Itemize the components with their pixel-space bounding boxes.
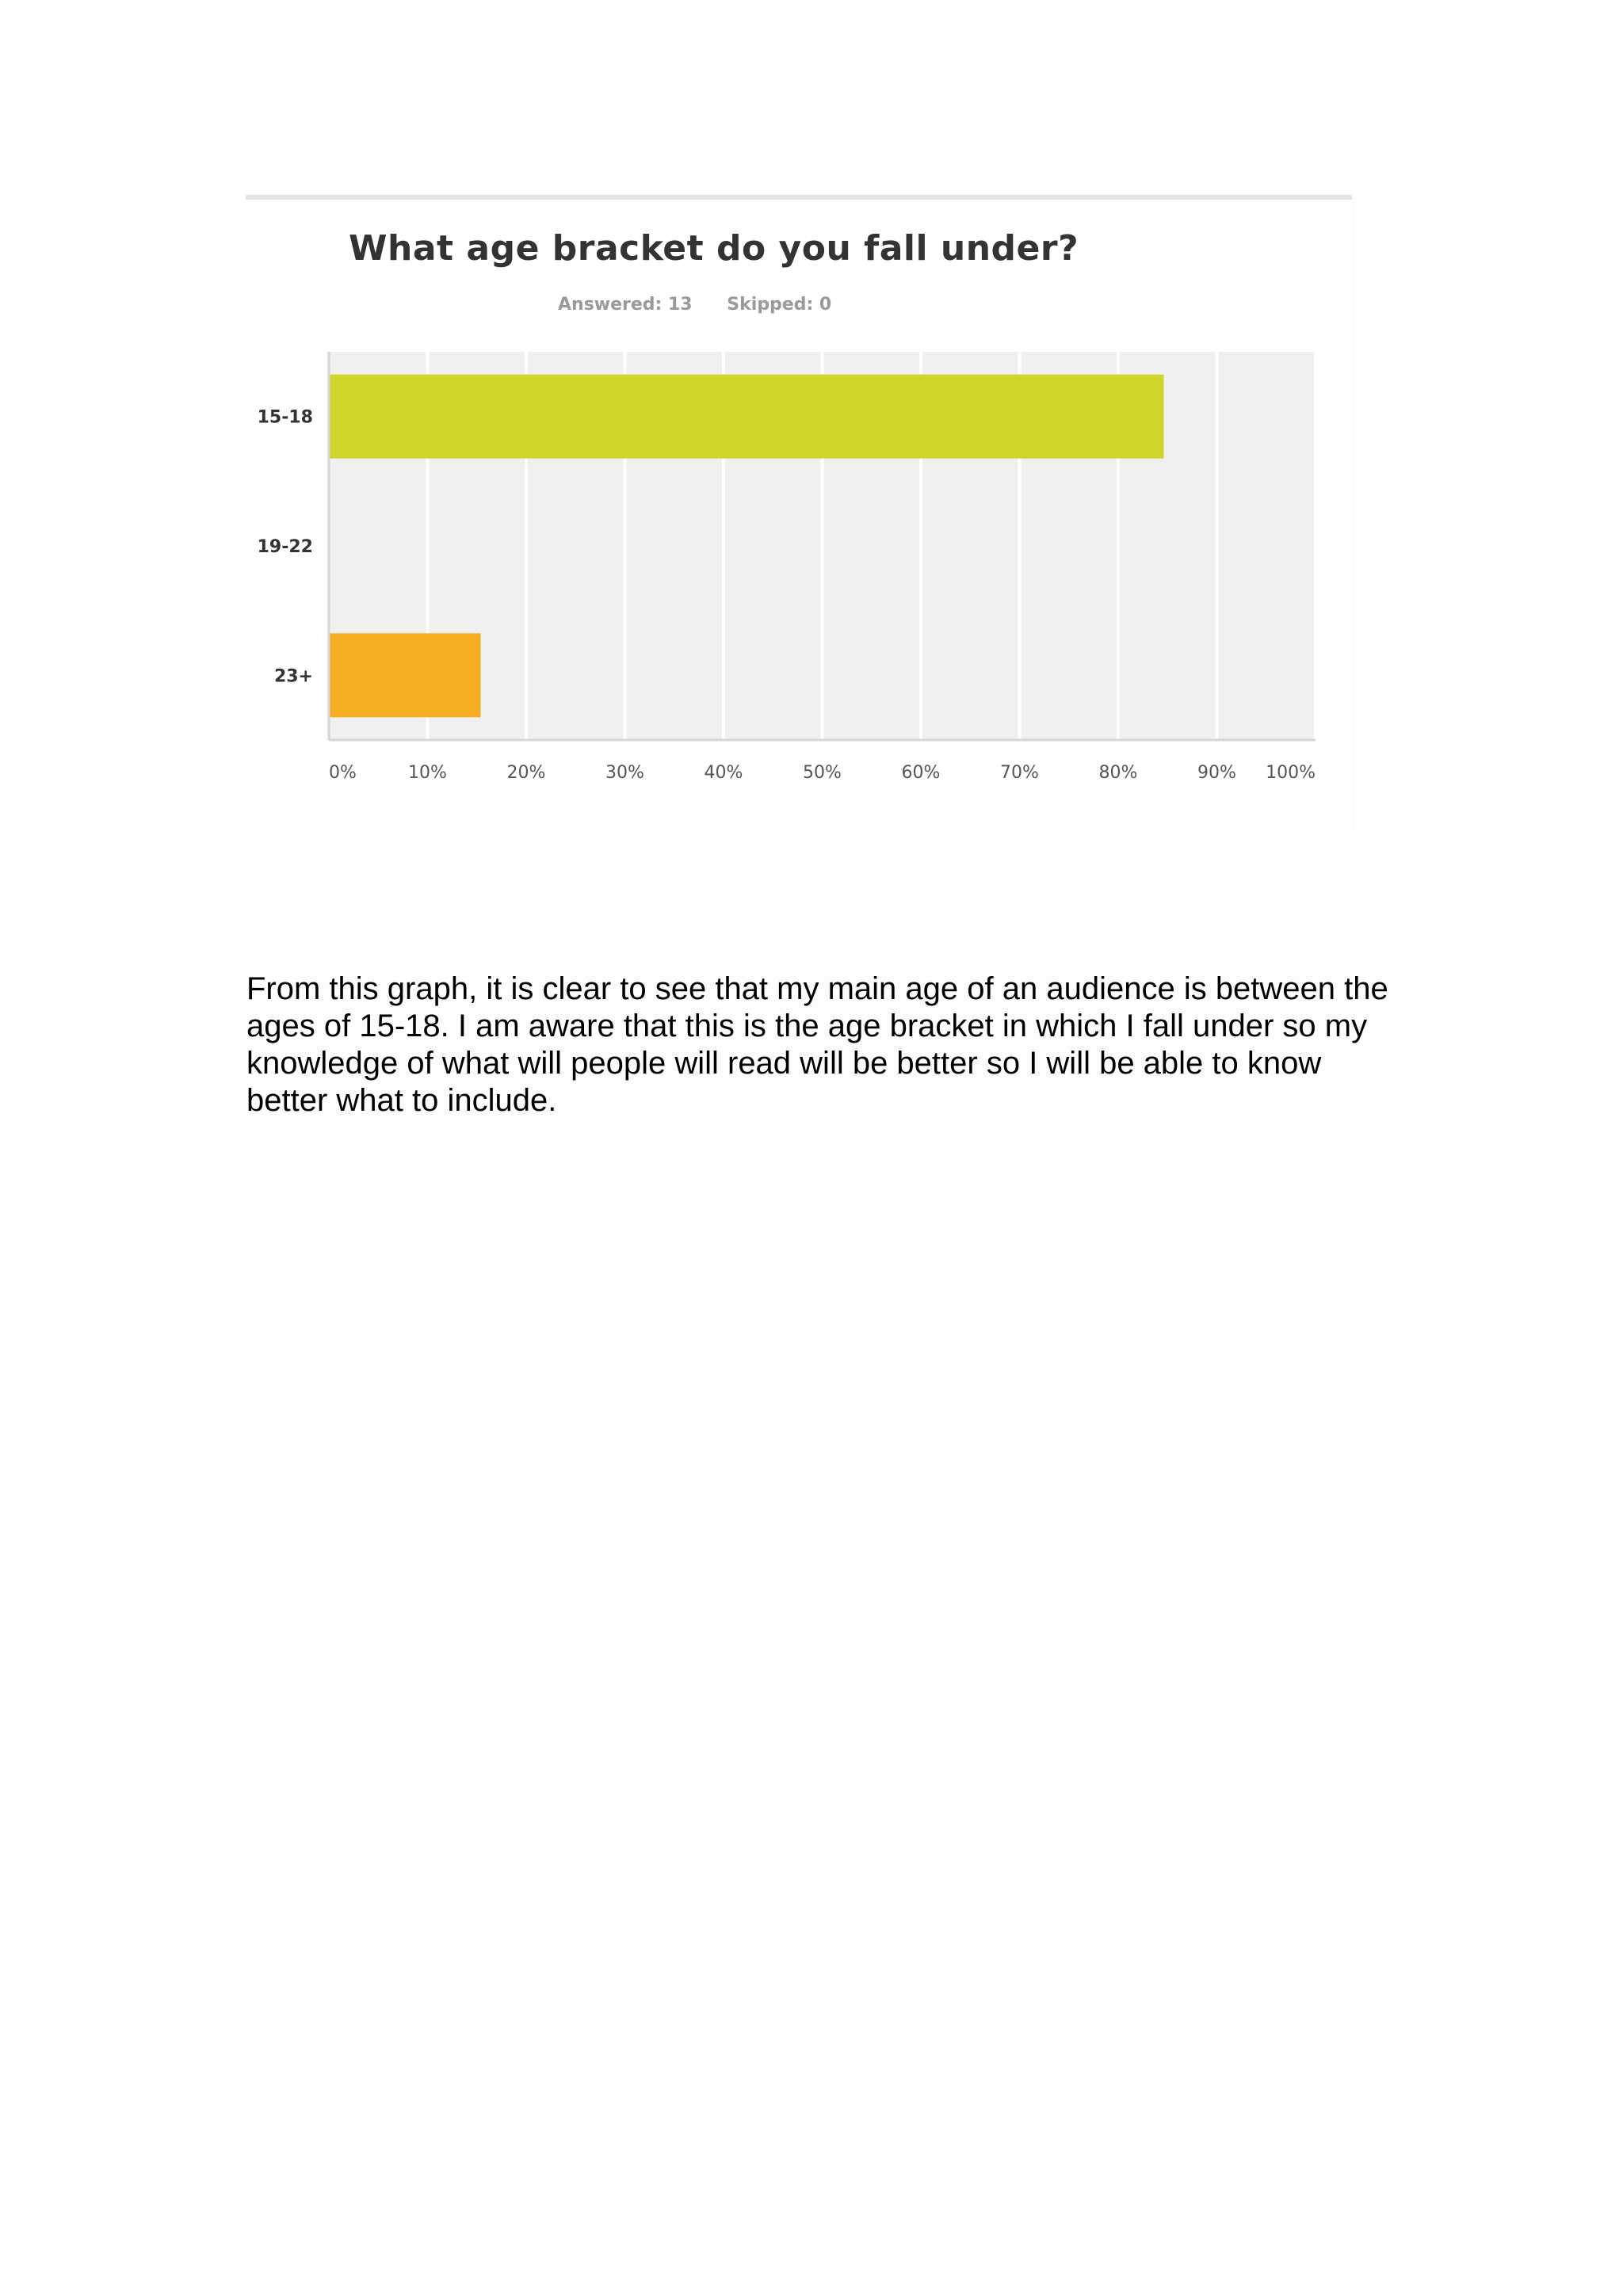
skipped-count: Skipped: 0	[727, 295, 832, 315]
bar-23+	[329, 633, 480, 717]
answered-count: Answered: 13	[558, 295, 693, 315]
chart-title: What age bracket do you fall under?	[349, 228, 1079, 269]
x-tick-label: 80%	[1098, 763, 1138, 783]
x-tick-label: 40%	[704, 763, 743, 783]
category-label: 23+	[273, 666, 313, 687]
bar-15-18	[329, 375, 1164, 459]
x-tick-label: 100%	[1266, 763, 1316, 783]
category-label: 19-22	[257, 537, 313, 557]
analysis-paragraph: From this graph, it is clear to see that my main age of an audience is between the ages of 15-18. I am aware that this is the age bracket in which I fall under so my knowledge of what will people will read will be better so I will be able to know better what to include.	[246, 971, 1388, 1118]
x-tick-label: 70%	[1000, 763, 1039, 783]
x-tick-label: 60%	[901, 763, 941, 783]
x-tick-label: 10%	[408, 763, 447, 783]
bar-chart	[238, 341, 1347, 800]
category-label: 15-18	[257, 407, 313, 428]
x-tick-label: 0%	[329, 763, 357, 783]
response-summary	[558, 295, 860, 315]
x-tick-label: 20%	[506, 763, 546, 783]
x-tick-label: 30%	[605, 763, 644, 783]
x-tick-label: 90%	[1197, 763, 1236, 783]
x-tick-label: 50%	[803, 763, 842, 783]
divider	[246, 195, 1352, 200]
